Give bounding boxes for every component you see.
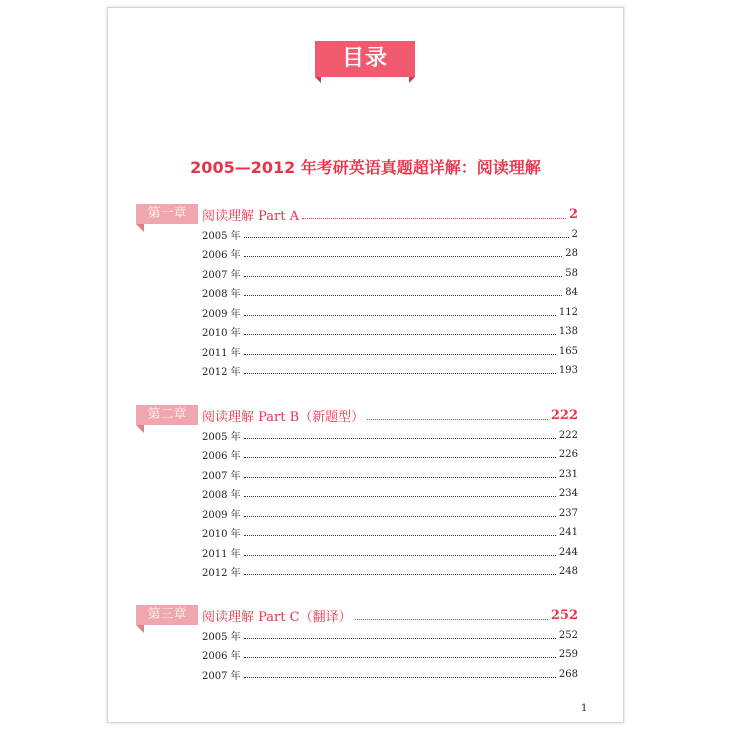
entry-page: 2 — [571, 228, 578, 240]
toc-entry[interactable] — [202, 246, 578, 262]
entry-page: 252 — [558, 629, 578, 641]
chapter-title: 阅读理解 Part A — [202, 208, 300, 224]
entry-page: 112 — [558, 306, 578, 318]
toc-entry[interactable] — [202, 544, 578, 560]
chapter-title: 阅读理解 Part B（新题型） — [202, 409, 365, 425]
chapter-title-row[interactable] — [202, 405, 578, 425]
entry-page: 138 — [558, 326, 578, 337]
chapter-page: 252 — [550, 607, 578, 623]
leader-dots — [244, 632, 556, 639]
leader-dots — [244, 328, 556, 335]
chapter-page: 222 — [550, 407, 578, 423]
toc-entry[interactable] — [202, 343, 578, 359]
toc-heading: 目录 — [341, 46, 388, 71]
toc-heading-ribbon — [315, 41, 415, 83]
entry-label: 2006 年 — [202, 250, 241, 261]
toc-entry[interactable] — [202, 666, 578, 682]
leader-dots — [244, 490, 556, 497]
chapter-tab — [136, 605, 198, 625]
toc-entry[interactable] — [202, 525, 578, 541]
toc-entry[interactable] — [202, 564, 578, 580]
leader-dots — [367, 410, 548, 420]
book-subtitle: 2005—2012 年考研英语真题超详解：阅读理解 — [190, 158, 541, 177]
leader-dots — [355, 610, 548, 620]
chapter-title-row[interactable] — [202, 204, 578, 224]
leader-dots — [244, 529, 556, 536]
entry-page: 241 — [558, 527, 578, 538]
entry-page: 244 — [558, 546, 578, 558]
entry-page: 226 — [558, 449, 578, 460]
chapter-tab — [136, 405, 198, 425]
toc-entry[interactable] — [202, 627, 578, 643]
chapter-title-row[interactable] — [202, 605, 578, 625]
toc-entry[interactable] — [202, 304, 578, 320]
toc-entry[interactable] — [202, 363, 578, 379]
entry-page: 268 — [558, 668, 578, 680]
entry-label: 2005 年 — [202, 631, 241, 643]
entry-label: 2007 年 — [202, 470, 241, 482]
entry-label: 2006 年 — [202, 651, 241, 662]
leader-dots — [244, 231, 569, 238]
leader-dots — [302, 209, 566, 219]
leader-dots — [244, 367, 556, 374]
chapter-tab-label: 第二章 — [147, 407, 187, 422]
leader-dots — [244, 471, 556, 478]
chapter-tab-label: 第一章 — [147, 206, 187, 221]
entry-label: 2010 年 — [202, 328, 241, 339]
entry-label: 2010 年 — [202, 529, 241, 540]
leader-dots — [244, 510, 556, 517]
chapter-tab-label: 第三章 — [147, 607, 187, 622]
entry-page: 234 — [558, 488, 578, 499]
toc-page — [107, 7, 624, 723]
entry-label: 2011 年 — [202, 548, 241, 560]
leader-dots — [244, 289, 563, 296]
toc-entry[interactable] — [202, 505, 578, 521]
entry-page: 222 — [558, 429, 578, 441]
toc-entry[interactable] — [202, 285, 578, 301]
entry-page: 193 — [558, 365, 578, 376]
entry-label: 2012 年 — [202, 367, 241, 378]
entry-label: 2009 年 — [202, 308, 241, 320]
page-number: 1 — [581, 703, 588, 714]
leader-dots — [244, 671, 556, 678]
toc-entry[interactable] — [202, 265, 578, 281]
leader-dots — [244, 451, 556, 458]
toc-entry[interactable] — [202, 226, 578, 242]
entry-label: 2008 年 — [202, 490, 241, 501]
entry-label: 2008 年 — [202, 289, 241, 300]
leader-dots — [244, 651, 556, 658]
leader-dots — [244, 250, 563, 257]
entry-page: 237 — [558, 507, 578, 519]
chapter-tab — [136, 204, 198, 224]
toc-entry[interactable] — [202, 647, 578, 663]
entry-label: 2012 年 — [202, 568, 241, 579]
leader-dots — [244, 309, 556, 316]
entry-label: 2009 年 — [202, 509, 241, 521]
entry-page: 58 — [565, 267, 578, 279]
entry-label: 2007 年 — [202, 269, 241, 281]
leader-dots — [244, 348, 556, 355]
entry-page: 165 — [558, 345, 578, 357]
entry-label: 2007 年 — [202, 670, 241, 682]
entry-page: 248 — [558, 566, 578, 577]
leader-dots — [244, 549, 556, 556]
leader-dots — [244, 432, 556, 439]
leader-dots — [244, 568, 556, 575]
toc-entry[interactable] — [202, 447, 578, 463]
entry-page: 28 — [565, 248, 578, 259]
toc-entry[interactable] — [202, 324, 578, 340]
entry-page: 231 — [558, 468, 578, 480]
chapter-page: 2 — [568, 206, 578, 222]
toc-entry[interactable] — [202, 486, 578, 502]
leader-dots — [244, 270, 563, 277]
entry-page: 84 — [565, 287, 578, 298]
entry-label: 2005 年 — [202, 230, 241, 242]
entry-page: 259 — [558, 649, 578, 660]
toc-entry[interactable] — [202, 427, 578, 443]
entry-label: 2011 年 — [202, 347, 241, 359]
chapter-title: 阅读理解 Part C（翻译） — [202, 609, 352, 625]
toc-entry[interactable] — [202, 466, 578, 482]
entry-label: 2006 年 — [202, 451, 241, 462]
entry-label: 2005 年 — [202, 431, 241, 443]
